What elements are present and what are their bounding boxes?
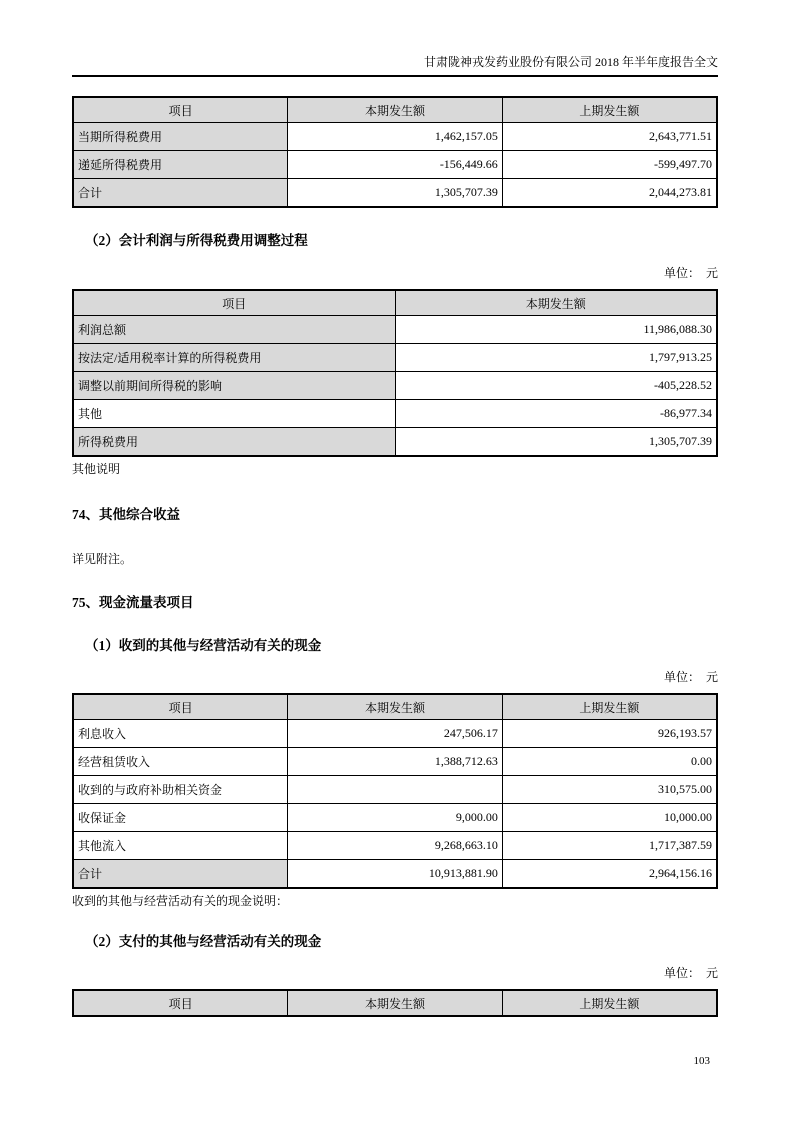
row-label: 调整以前期间所得税的影响 xyxy=(73,372,395,400)
table-row xyxy=(73,776,717,804)
prior-period-value: 2,643,771.51 xyxy=(502,123,717,151)
table-row xyxy=(73,860,717,889)
table-header-row xyxy=(73,694,717,720)
heading-cash-received: （1）收到的其他与经营活动有关的现金 xyxy=(85,638,322,653)
prior-period-value: 1,717,387.59 xyxy=(502,832,717,860)
heading-74-other-comprehensive-income: 74、其他综合收益 xyxy=(72,507,180,522)
column-header-current-period: 本期发生额 xyxy=(288,97,503,123)
row-label: 利润总额 xyxy=(73,316,395,344)
table-row xyxy=(73,372,717,400)
row-label: 合计 xyxy=(73,860,288,889)
table-header-row xyxy=(73,990,717,1016)
table-row xyxy=(73,748,717,776)
see-notes-text: 详见附注。 xyxy=(72,552,133,566)
column-header-item: 项目 xyxy=(73,694,288,720)
row-label: 所得税费用 xyxy=(73,428,395,457)
table-row xyxy=(73,832,717,860)
current-period-value: 9,268,663.10 xyxy=(288,832,503,860)
prior-period-value: 2,964,156.16 xyxy=(502,860,717,889)
column-header-prior-period: 上期发生额 xyxy=(502,97,717,123)
current-period-value xyxy=(288,776,503,804)
prior-period-value: -599,497.70 xyxy=(502,151,717,179)
table-row xyxy=(73,720,717,748)
row-label: 其他流入 xyxy=(73,832,288,860)
column-header-item: 项目 xyxy=(73,97,288,123)
current-period-value: -156,449.66 xyxy=(288,151,503,179)
row-label: 其他 xyxy=(73,400,395,428)
table-header-row xyxy=(73,97,717,123)
row-label: 收保证金 xyxy=(73,804,288,832)
prior-period-value: 10,000.00 xyxy=(502,804,717,832)
other-explanation-note: 其他说明 xyxy=(72,462,121,476)
current-period-value: -405,228.52 xyxy=(395,372,717,400)
prior-period-value: 310,575.00 xyxy=(502,776,717,804)
cash-outflow-table xyxy=(72,989,718,1017)
table-row xyxy=(73,179,717,208)
page-number: 103 xyxy=(693,1055,710,1067)
current-period-value: 1,462,157.05 xyxy=(288,123,503,151)
current-period-value: 247,506.17 xyxy=(288,720,503,748)
row-label: 收到的与政府补助相关资金 xyxy=(73,776,288,804)
row-label: 当期所得税费用 xyxy=(73,123,288,151)
tax-adjustment-table xyxy=(72,289,718,457)
column-header-prior-period: 上期发生额 xyxy=(502,990,717,1016)
column-header-current-period: 本期发生额 xyxy=(288,990,503,1016)
current-period-value: 1,305,707.39 xyxy=(288,179,503,208)
current-period-value: 11,986,088.30 xyxy=(395,316,717,344)
prior-period-value: 926,193.57 xyxy=(502,720,717,748)
income-tax-expense-table xyxy=(72,96,718,208)
heading-75-cash-flow-items: 75、现金流量表项目 xyxy=(72,595,194,610)
unit-label: 单位： 元 xyxy=(663,670,718,684)
table-row xyxy=(73,804,717,832)
row-label: 按法定/适用税率计算的所得税费用 xyxy=(73,344,395,372)
table-row xyxy=(73,344,717,372)
current-period-value: -86,977.34 xyxy=(395,400,717,428)
column-header-current-period: 本期发生额 xyxy=(288,694,503,720)
column-header-item: 项目 xyxy=(73,990,288,1016)
column-header-prior-period: 上期发生额 xyxy=(502,694,717,720)
cash-received-explanation-note: 收到的其他与经营活动有关的现金说明： xyxy=(72,894,289,908)
row-label: 合计 xyxy=(73,179,288,208)
current-period-value: 9,000.00 xyxy=(288,804,503,832)
column-header-current-period: 本期发生额 xyxy=(395,290,717,316)
prior-period-value: 0.00 xyxy=(502,748,717,776)
current-period-value: 1,305,707.39 xyxy=(395,428,717,457)
row-label: 递延所得税费用 xyxy=(73,151,288,179)
table-row xyxy=(73,151,717,179)
table-row xyxy=(73,400,717,428)
heading-tax-adjustment: （2）会计利润与所得税费用调整过程 xyxy=(85,233,308,248)
report-title: 甘肃陇神戎发药业股份有限公司 2018 年半年度报告全文 xyxy=(423,55,718,69)
unit-label: 单位： 元 xyxy=(663,966,718,980)
report-header xyxy=(72,55,718,77)
unit-label: 单位： 元 xyxy=(663,266,718,280)
current-period-value: 1,388,712.63 xyxy=(288,748,503,776)
table-row xyxy=(73,428,717,457)
column-header-item: 项目 xyxy=(73,290,395,316)
table-header-row xyxy=(73,290,717,316)
current-period-value: 1,797,913.25 xyxy=(395,344,717,372)
prior-period-value: 2,044,273.81 xyxy=(502,179,717,208)
current-period-value: 10,913,881.90 xyxy=(288,860,503,889)
cash-inflow-table xyxy=(72,693,718,889)
row-label: 利息收入 xyxy=(73,720,288,748)
row-label: 经营租赁收入 xyxy=(73,748,288,776)
table-row xyxy=(73,316,717,344)
heading-cash-paid: （2）支付的其他与经营活动有关的现金 xyxy=(85,934,322,949)
table-row xyxy=(73,123,717,151)
